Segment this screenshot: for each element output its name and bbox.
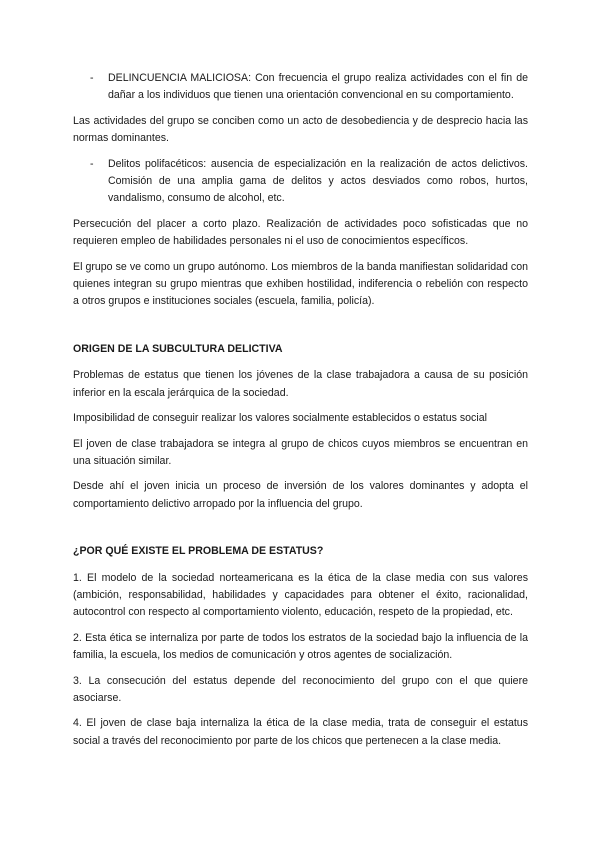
heading-problema-estatus: ¿POR QUÉ EXISTE EL PROBLEMA DE ESTATUS? — [73, 545, 324, 558]
paragraph-origen-4: Desde ahí el joven inicia un proceso de inversión de los valores dominantes y adopta el comportamiento delictivo arropado por la influencia del grupo. — [73, 480, 528, 510]
document-body — [73, 70, 528, 758]
bullet-text: Delitos polifacéticos: ausencia de especialización en la realización de actos delictivos. Comisión de una amplia gama de delitos y actos desviados como robos, hurtos, vandalismo, consumo de alcohol, etc. — [108, 157, 528, 205]
paragraph-origen-1: Problemas de estatus que tienen los jóvenes de la clase trabajadora a causa de su posición inferior en la escala jerárquica de la sociedad. — [73, 369, 528, 399]
bullet-marker: - — [90, 72, 94, 84]
paragraph-origen-3: El joven de clase trabajadora se integra al grupo de chicos cuyos miembros se encuentran en una situación similar. — [73, 437, 528, 467]
bullet-delincuencia-maliciosa — [73, 70, 528, 105]
paragraph-persecucion: Persecución del placer a corto plazo. Realización de actividades poco sofisticadas que no requieren empleo de habilidades personales ni el uso de conocimientos específicos. — [73, 217, 528, 248]
paragraph-origen-2: Imposibilidad de conseguir realizar los valores socialmente establecidos o estatus social — [73, 412, 487, 425]
paragraph-grupo-autonomo: El grupo se ve como un grupo autónomo. Los miembros de la banda manifiestan solidaridad con quienes integran su grupo mientras que exhiben hostilidad, indiferencia o rebelión con respecto a otros grupos e instituciones sociales (escuela, familia, policía). — [73, 260, 528, 308]
numbered-item-2: 2. Esta ética se internaliza por parte de todos los estratos de la sociedad bajo la influencia de la familia, la escuela, los medios de comunicación y otros agentes de socialización. — [73, 631, 528, 662]
bullet-delitos-polifaceticos — [73, 156, 528, 208]
bullet-text: DELINCUENCIA MALICIOSA: Con frecuencia el grupo realiza actividades con el fin de dañar a los individuos que tienen una orientación convencional en su comportamiento. — [108, 72, 528, 102]
numbered-item-1: 1. El modelo de la sociedad norteamericana es la ética de la clase media con sus valores (ambición, responsabilidad, habilidades y capacidades para obtener el éxito, racionalidad, autocontrol con respecto al comportamiento violento, educación, respeto de la propiedad, etc. — [73, 571, 528, 619]
numbered-item-3: 3. La consecución del estatus depende del reconocimiento del grupo con el que quiere asociarse. — [73, 674, 528, 704]
heading-origen: ORIGEN DE LA SUBCULTURA DELICTIVA — [73, 342, 283, 355]
numbered-item-4: 4. El joven de clase baja internaliza la ética de la clase media, trata de conseguir el estatus social a través del reconocimiento por parte de los chicos que pertenecen a la clase media. — [73, 717, 528, 747]
bullet-marker: - — [90, 157, 94, 170]
paragraph-actividades: Las actividades del grupo se conciben como un acto de desobediencia y de desprecio hacia las normas dominantes. — [73, 114, 528, 145]
